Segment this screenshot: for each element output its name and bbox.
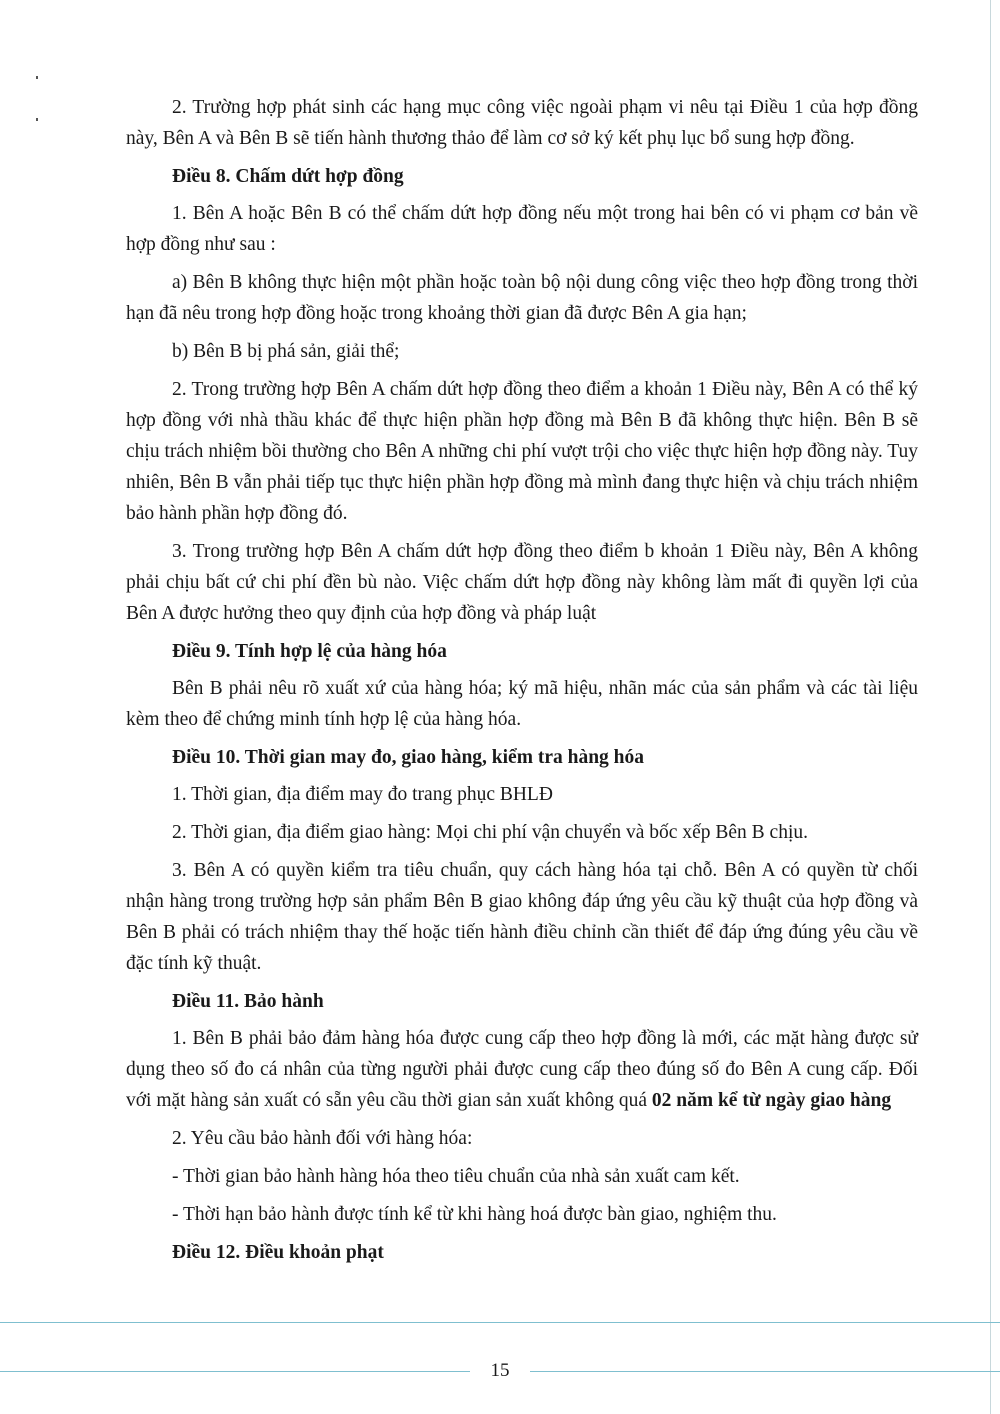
paragraph: 1. Thời gian, địa điểm may đo trang phục BHLĐ	[172, 784, 553, 805]
paragraph-bold-text: 02 năm kể từ ngày giao hàng	[651, 1090, 892, 1111]
paragraph: 3. Trong trường hợp Bên A chấm dứt hợp đồng theo điểm b khoản 1 Điều này, Bên A không phải chịu bất cứ chi phí đền bù nào. Việc chấm dứt hợp đồng này không làm mất đi quyền lợi của Bên A được hưởng theo quy định của hợp đồng và pháp luật	[126, 541, 918, 624]
paragraph: 2. Thời gian, địa điểm giao hàng: Mọi chi phí vận chuyển và bốc xếp Bên B chịu.	[172, 822, 808, 843]
footer-rule-top	[0, 1322, 1000, 1323]
paragraph: b) Bên B bị phá sản, giải thể;	[172, 341, 400, 362]
paragraph-mixed	[126, 1023, 918, 1116]
scan-edge-line	[990, 0, 991, 1414]
paragraph-text: 1. Bên B phải bảo đảm hàng hóa được cung cấp theo hợp đồng là mới, các mặt hàng được sử dụng theo số đo cá nhân của từng người phải được cung cấp theo đúng số đo Bên A cung cấp. Đối với mặt hàng sản xuất có sẵn yêu cầu thời gian sản xuất không quá	[126, 1028, 918, 1111]
section-heading: Điều 11. Bảo hành	[172, 991, 324, 1012]
paragraph: 2. Yêu cầu bảo hành đối với hàng hóa:	[172, 1128, 473, 1149]
section-heading: Điều 10. Thời gian may đo, giao hàng, kiểm tra hàng hóa	[172, 747, 645, 768]
section-heading: Điều 8. Chấm dứt hợp đồng	[172, 166, 404, 187]
list-item: - Thời gian bảo hành hàng hóa theo tiêu chuẩn của nhà sản xuất cam kết.	[172, 1166, 740, 1187]
section-heading: Điều 9. Tính hợp lệ của hàng hóa	[172, 641, 447, 662]
paragraph: a) Bên B không thực hiện một phần hoặc toàn bộ nội dung công việc theo hợp đồng trong thời hạn đã nêu trong hợp đồng hoặc trong khoảng thời gian đã được Bên A gia hạn;	[126, 272, 918, 324]
paragraph: Bên B phải nêu rõ xuất xứ của hàng hóa; ký mã hiệu, nhãn mác của sản phẩm và các tài liệu kèm theo để chứng minh tính hợp lệ của hàng hóa.	[126, 678, 918, 730]
paragraph: 3. Bên A có quyền kiểm tra tiêu chuẩn, quy cách hàng hóa tại chỗ. Bên A có quyền từ chối nhận hàng trong trường hợp sản phẩm Bên B giao không đáp ứng yêu cầu kỹ thuật của hợp đồng và Bên B phải có trách nhiệm thay thế hoặc tiến hành điều chỉnh cần thiết để đáp ứng đúng yêu cầu về đặc tính kỹ thuật.	[126, 860, 918, 974]
paragraph: 2. Trong trường hợp Bên A chấm dứt hợp đồng theo điểm a khoản 1 Điều này, Bên A có thể ký hợp đồng với nhà thầu khác để thực hiện phần hợp đồng mà Bên B đã không thực hiện. Bên B sẽ chịu trách nhiệm bồi thường cho Bên A những chi phí vượt trội cho việc thực hiện hợp đồng này. Tuy nhiên, Bên B vẫn phải tiếp tục thực hiện phần hợp đồng mà mình đang thực hiện và chịu trách nhiệm bảo hành phần hợp đồng đó.	[126, 379, 918, 524]
scan-speck	[36, 118, 38, 121]
scan-speck	[36, 76, 38, 79]
list-item: - Thời hạn bảo hành được tính kể từ khi hàng hoá được bàn giao, nghiệm thu.	[172, 1204, 777, 1225]
document-body	[126, 92, 918, 1274]
paragraph: 1. Bên A hoặc Bên B có thể chấm dứt hợp đồng nếu một trong hai bên có vi phạm cơ bản về hợp đồng như sau :	[126, 203, 918, 255]
paragraph: 2. Trường hợp phát sinh các hạng mục công việc ngoài phạm vi nêu tại Điều 1 của hợp đồng này, Bên A và Bên B sẽ tiến hành thương thảo để làm cơ sở ký kết phụ lục bổ sung hợp đồng.	[126, 97, 918, 149]
page-number: 15	[470, 1358, 530, 1384]
section-heading: Điều 12. Điều khoản phạt	[172, 1242, 384, 1263]
